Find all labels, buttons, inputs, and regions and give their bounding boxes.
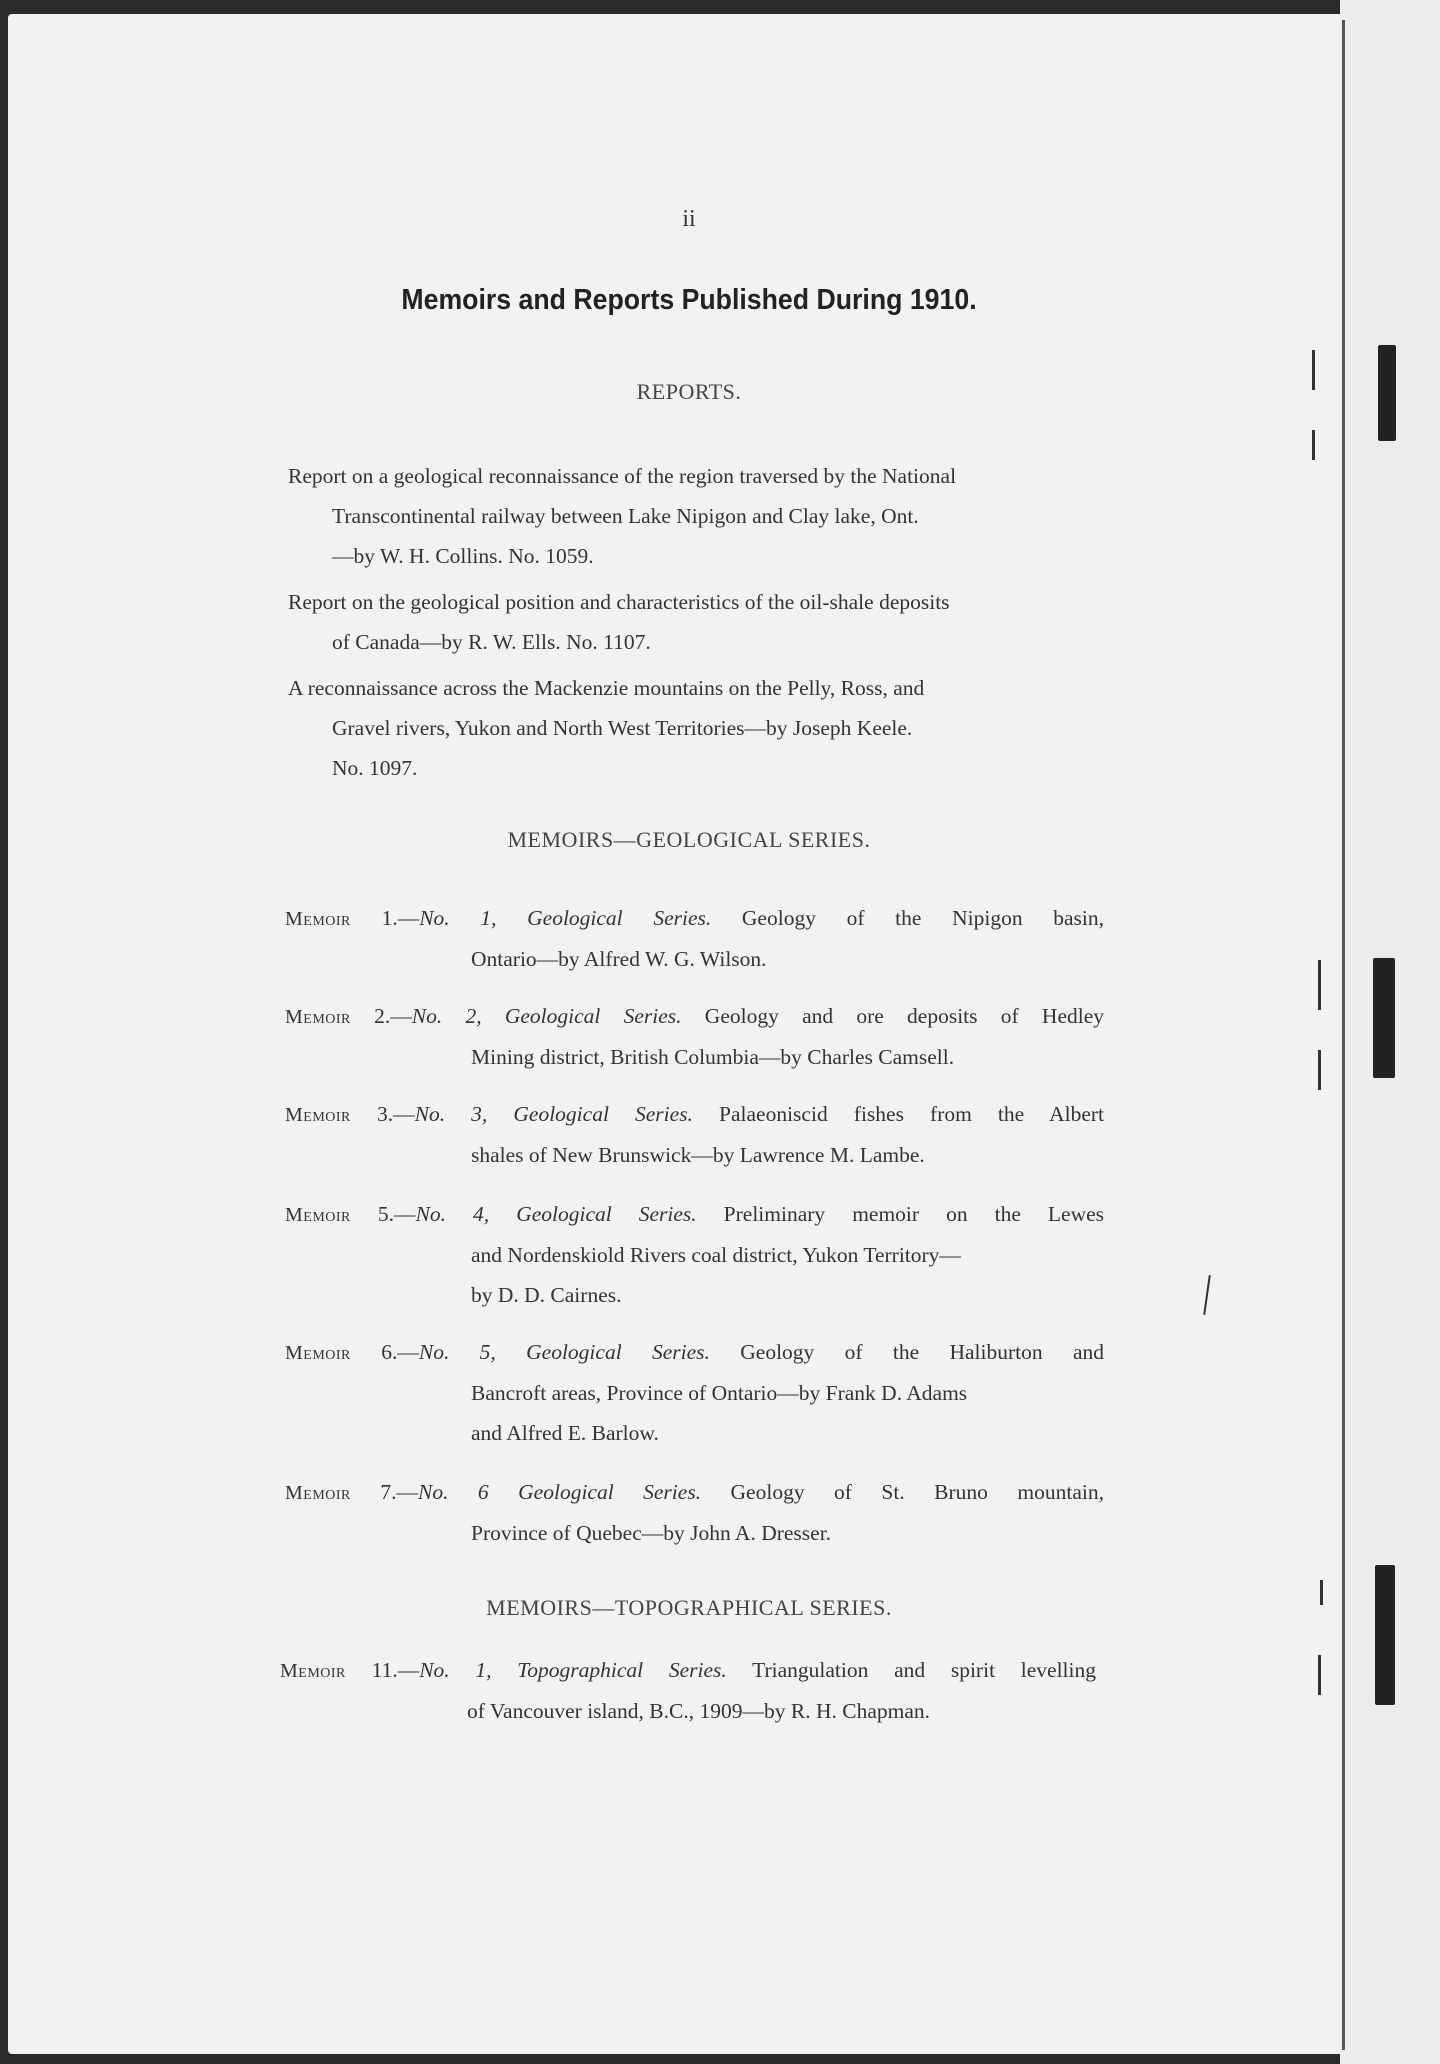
memoir-number: 11.—	[345, 1658, 420, 1682]
report-line: Report on the geological position and characteristics of the oil-shale deposits	[288, 590, 950, 614]
memoir-series: No. 4, Geological Series.	[415, 1202, 697, 1226]
memoir-number: 1.—	[350, 906, 420, 930]
memoir-first-line	[285, 1194, 1104, 1235]
scan-artifact	[1373, 958, 1395, 1078]
memoir-continuation-line: by D. D. Cairnes.	[471, 1283, 622, 1307]
memoir-word: Memoir	[285, 1204, 351, 1226]
memoir-title-start: Geology of the Nipigon basin,	[711, 906, 1105, 930]
report-entry	[288, 668, 1106, 788]
memoir-first-line	[280, 1650, 1096, 1691]
scan-mark	[1318, 960, 1321, 1010]
memoir-word: Memoir	[285, 1104, 351, 1126]
memoir-continuation-line: Bancroft areas, Province of Ontario—by Frank D. Adams	[471, 1381, 968, 1405]
memoir-word: Memoir	[285, 1342, 351, 1364]
memoir-entry	[280, 1650, 1096, 1731]
page-number: ii	[682, 206, 696, 232]
memoir-title-start: Palaeoniscid fishes from the Albert	[692, 1102, 1105, 1126]
memoir-entry	[285, 898, 1104, 979]
section-heading-topographical: MEMOIRS—TOPOGRAPHICAL SERIES.	[486, 1595, 892, 1620]
report-line: —by W. H. Collins. No. 1059.	[332, 544, 594, 568]
memoir-title-start: Geology of St. Bruno mountain,	[701, 1480, 1104, 1504]
memoir-number: 3.—	[350, 1102, 415, 1126]
memoir-word: Memoir	[285, 908, 351, 930]
memoir-first-line	[285, 1472, 1104, 1513]
memoir-series: No. 3, Geological Series.	[414, 1102, 693, 1126]
section-heading-reports: REPORTS.	[636, 379, 742, 404]
memoir-title-start: Geology of the Haliburton and	[709, 1340, 1104, 1364]
memoir-first-line	[285, 1332, 1104, 1373]
memoir-number: 7.—	[350, 1480, 418, 1504]
scan-mark	[1318, 1050, 1321, 1090]
report-line: of Canada—by R. W. Ells. No. 1107.	[332, 630, 651, 654]
memoir-title-start: Geology and ore deposits of Hedley	[681, 1004, 1104, 1028]
memoir-series: No. 1, Geological Series.	[419, 906, 712, 930]
memoir-first-line	[285, 1094, 1104, 1135]
scan-mark	[1318, 1655, 1321, 1695]
memoir-number: 2.—	[350, 1004, 412, 1028]
memoir-continuation-line: of Vancouver island, B.C., 1909—by R. H. Chapman.	[467, 1699, 931, 1723]
report-line: Report on a geological reconnaissance of the region traversed by the National	[288, 464, 957, 488]
report-line: A reconnaissance across the Mackenzie mountains on the Pelly, Ross, and	[288, 676, 925, 700]
memoir-entry	[285, 996, 1104, 1077]
memoir-entry	[285, 1472, 1104, 1553]
memoir-word: Memoir	[285, 1482, 351, 1504]
memoir-series: No. 6 Geological Series.	[418, 1480, 702, 1504]
report-entry	[288, 456, 1106, 576]
section-heading-geological: MEMOIRS—GEOLOGICAL SERIES.	[507, 827, 871, 852]
memoir-word: Memoir	[285, 1006, 351, 1028]
memoir-entry	[285, 1332, 1104, 1453]
memoir-series: No. 2, Geological Series.	[411, 1004, 682, 1028]
memoir-series: No. 1, Topographical Series.	[419, 1658, 727, 1682]
memoir-first-line	[285, 996, 1104, 1037]
memoir-title-start: Triangulation and spirit levelling	[726, 1658, 1096, 1682]
memoir-word: Memoir	[280, 1660, 346, 1682]
memoir-continuation-line: and Alfred E. Barlow.	[471, 1421, 659, 1445]
memoir-continuation-line: shales of New Brunswick—by Lawrence M. Lambe.	[471, 1143, 925, 1167]
scan-artifact	[1378, 345, 1396, 441]
report-line: No. 1097.	[332, 756, 418, 780]
report-line: Gravel rivers, Yukon and North West Territories—by Joseph Keele.	[332, 716, 913, 740]
memoir-title-start: Preliminary memoir on the Lewes	[696, 1202, 1104, 1226]
binding-line	[1342, 20, 1345, 2050]
memoir-continuation-line: Ontario—by Alfred W. G. Wilson.	[471, 947, 767, 971]
memoir-continuation-line: Province of Quebec—by John A. Dresser.	[471, 1521, 832, 1545]
scan-mark	[1312, 430, 1315, 460]
memoir-number: 6.—	[350, 1340, 419, 1364]
report-line: Transcontinental railway between Lake Nipigon and Clay lake, Ont.	[332, 504, 919, 528]
memoir-number: 5.—	[350, 1202, 416, 1226]
memoir-entry	[285, 1194, 1104, 1315]
memoir-series: No. 5, Geological Series.	[418, 1340, 710, 1364]
scan-artifact	[1375, 1565, 1395, 1705]
memoir-entry	[285, 1094, 1104, 1175]
memoir-continuation-line: Mining district, British Columbia—by Charles Camsell.	[471, 1045, 955, 1069]
memoir-continuation-line: and Nordenskiold Rivers coal district, Yukon Territory—	[471, 1243, 961, 1267]
memoir-first-line	[285, 898, 1104, 939]
report-entry	[288, 582, 1106, 662]
page-title: Memoirs and Reports Published During 1910.	[401, 284, 977, 316]
